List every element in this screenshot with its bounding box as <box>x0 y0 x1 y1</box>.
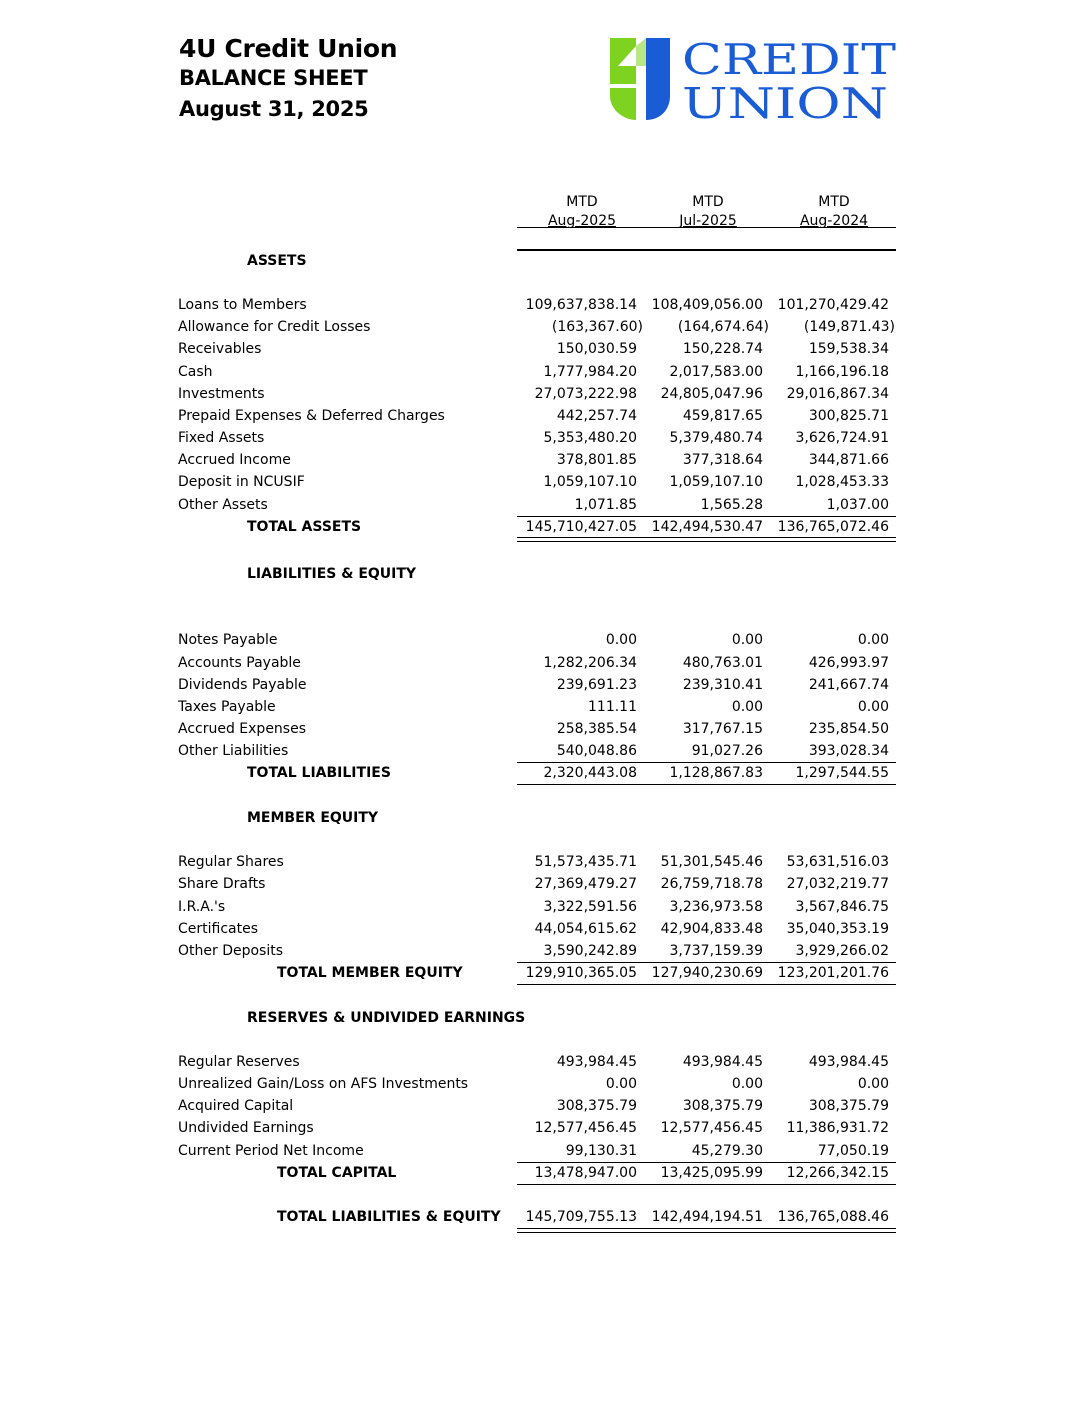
row-value-aug-2024: 241,667.74 <box>808 677 889 693</box>
row-label: Cash <box>178 364 213 380</box>
logo-green-bottom <box>610 88 636 120</box>
row-label: Allowance for Credit Losses <box>178 319 371 335</box>
row-value-aug-2025: 12,577,456.45 <box>534 1120 637 1136</box>
column-header-1-type: MTD <box>566 194 598 210</box>
grand-total-double-rule-1 <box>517 1228 896 1229</box>
member-equity-total-rule-bottom <box>517 984 896 985</box>
row-value-aug-2025: 258,385.54 <box>556 721 637 737</box>
row-value-aug-2025: 3,322,591.56 <box>543 899 637 915</box>
liabilities-total-rule-bottom <box>517 784 896 785</box>
capital-total-rule-bottom <box>517 1184 896 1185</box>
row-value-aug-2024: 3,626,724.91 <box>795 430 889 446</box>
row-value-aug-2024: 493,984.45 <box>808 1054 889 1070</box>
total-value-aug-2024: 136,765,072.46 <box>777 519 889 535</box>
row-label: Loans to Members <box>178 297 307 313</box>
row-value-aug-2025: 3,590,242.89 <box>543 943 637 959</box>
row-label: Other Deposits <box>178 943 284 959</box>
row-value-jul-2025: 239,310.41 <box>682 677 763 693</box>
grand-total-label: TOTAL LIABILITIES & EQUITY <box>277 1209 501 1225</box>
row-value-jul-2025: 3,236,973.58 <box>669 899 763 915</box>
row-value-aug-2025: 540,048.86 <box>556 743 637 759</box>
row-value-aug-2025: 308,375.79 <box>556 1098 637 1114</box>
row-value-aug-2024: 11,386,931.72 <box>786 1120 889 1136</box>
row-value-aug-2025: 111.11 <box>588 699 637 715</box>
row-value-aug-2024: 101,270,429.42 <box>777 297 889 313</box>
row-value-aug-2025: 150,030.59 <box>556 341 637 357</box>
row-value-jul-2025: 317,767.15 <box>682 721 763 737</box>
row-label: Current Period Net Income <box>178 1143 364 1159</box>
row-label: Taxes Payable <box>178 699 276 715</box>
grand-total-double-rule-2 <box>517 1232 896 1233</box>
logo-blue-shape <box>646 38 670 120</box>
row-value-jul-2025: 3,737,159.39 <box>669 943 763 959</box>
org-name: 4U Credit Union <box>179 34 398 63</box>
column-header-3-period: Aug-2024 <box>799 213 869 229</box>
row-value-aug-2024: 29,016,867.34 <box>786 386 889 402</box>
row-value-aug-2025: 99,130.31 <box>565 1143 637 1159</box>
row-label: Fixed Assets <box>178 430 265 446</box>
credit-union-logo <box>606 36 898 124</box>
header-rule-top <box>517 227 896 228</box>
row-value-jul-2025: (164,674.64) <box>677 319 769 335</box>
total-value-aug-2024: 12,266,342.15 <box>786 1165 889 1181</box>
row-value-jul-2025: 42,904,833.48 <box>660 921 763 937</box>
member-equity-total-rule-top <box>517 962 896 963</box>
assets-total-double-rule-1 <box>517 537 896 538</box>
column-header-3-type: MTD <box>818 194 850 210</box>
total-value-jul-2025: 1,128,867.83 <box>669 765 763 781</box>
row-value-aug-2024: 159,538.34 <box>808 341 889 357</box>
row-value-aug-2025: 1,282,206.34 <box>543 655 637 671</box>
section-heading-liabilities-equity: LIABILITIES & EQUITY <box>247 566 417 582</box>
total-value-aug-2025: 2,320,443.08 <box>543 765 637 781</box>
row-label: Prepaid Expenses & Deferred Charges <box>178 408 445 424</box>
row-label: Dividends Payable <box>178 677 307 693</box>
row-label: Acquired Capital <box>178 1098 294 1114</box>
row-value-jul-2025: 45,279.30 <box>691 1143 763 1159</box>
row-value-jul-2025: 0.00 <box>731 699 763 715</box>
row-value-jul-2025: 377,318.64 <box>682 452 763 468</box>
header-rule-bottom <box>517 249 896 251</box>
row-value-jul-2025: 24,805,047.96 <box>660 386 763 402</box>
row-value-jul-2025: 459,817.65 <box>682 408 763 424</box>
row-label: Other Assets <box>178 497 268 513</box>
total-value-jul-2025: 127,940,230.69 <box>651 965 763 981</box>
section-heading-assets: ASSETS <box>247 253 307 269</box>
row-value-aug-2025: 109,637,838.14 <box>525 297 637 313</box>
row-value-jul-2025: 0.00 <box>731 1076 763 1092</box>
row-value-jul-2025: 26,759,718.78 <box>660 876 763 892</box>
row-value-aug-2024: 1,166,196.18 <box>795 364 889 380</box>
row-value-aug-2025: (163,367.60) <box>551 319 643 335</box>
row-value-aug-2024: 1,037.00 <box>826 497 889 513</box>
row-value-aug-2024: 53,631,516.03 <box>786 854 889 870</box>
row-value-aug-2024: 3,929,266.02 <box>795 943 889 959</box>
capital-total-rule-top <box>517 1162 896 1163</box>
row-value-jul-2025: 0.00 <box>731 632 763 648</box>
total-value-aug-2024: 123,201,201.76 <box>777 965 889 981</box>
row-value-aug-2024: 0.00 <box>857 1076 889 1092</box>
row-label: Accrued Expenses <box>178 721 307 737</box>
row-label: Notes Payable <box>178 632 278 648</box>
total-value-aug-2025: 145,710,427.05 <box>525 519 637 535</box>
row-value-aug-2024: 235,854.50 <box>808 721 889 737</box>
total-value-jul-2025: 13,425,095.99 <box>660 1165 763 1181</box>
row-value-aug-2025: 442,257.74 <box>556 408 637 424</box>
row-value-aug-2024: 300,825.71 <box>808 408 889 424</box>
row-value-aug-2024: (149,871.43) <box>803 319 895 335</box>
total-label: TOTAL ASSETS <box>247 519 362 535</box>
row-value-aug-2025: 1,059,107.10 <box>543 474 637 490</box>
row-value-aug-2025: 0.00 <box>605 632 637 648</box>
logo-green-shape <box>610 38 636 84</box>
row-value-jul-2025: 1,565.28 <box>700 497 763 513</box>
document-date: August 31, 2025 <box>179 97 369 121</box>
row-value-aug-2024: 393,028.34 <box>808 743 889 759</box>
row-value-aug-2024: 1,028,453.33 <box>795 474 889 490</box>
total-value-aug-2024: 1,297,544.55 <box>795 765 889 781</box>
row-label: Accrued Income <box>178 452 291 468</box>
row-value-jul-2025: 308,375.79 <box>682 1098 763 1114</box>
row-value-aug-2024: 0.00 <box>857 699 889 715</box>
row-value-aug-2025: 1,071.85 <box>574 497 637 513</box>
row-value-aug-2025: 1,777,984.20 <box>543 364 637 380</box>
row-value-aug-2025: 0.00 <box>605 1076 637 1092</box>
logo-word-union: UNION <box>682 79 888 124</box>
row-value-jul-2025: 108,409,056.00 <box>651 297 763 313</box>
row-value-aug-2024: 35,040,353.19 <box>786 921 889 937</box>
row-value-aug-2024: 27,032,219.77 <box>786 876 889 892</box>
row-label: Share Drafts <box>178 876 266 892</box>
column-header-2-period: Jul-2025 <box>679 213 737 229</box>
row-value-aug-2025: 44,054,615.62 <box>534 921 637 937</box>
row-label: Deposit in NCUSIF <box>178 474 305 490</box>
row-label: Regular Reserves <box>178 1054 300 1070</box>
row-value-aug-2025: 5,353,480.20 <box>543 430 637 446</box>
row-value-jul-2025: 12,577,456.45 <box>660 1120 763 1136</box>
row-value-jul-2025: 5,379,480.74 <box>669 430 763 446</box>
row-value-aug-2025: 493,984.45 <box>556 1054 637 1070</box>
grand-total-value-aug-2025: 145,709,755.13 <box>525 1209 637 1225</box>
document-title: BALANCE SHEET <box>179 66 368 90</box>
grand-total-value-aug-2024: 136,765,088.46 <box>777 1209 889 1225</box>
row-value-jul-2025: 91,027.26 <box>691 743 763 759</box>
row-value-aug-2025: 378,801.85 <box>556 452 637 468</box>
row-value-jul-2025: 51,301,545.46 <box>660 854 763 870</box>
row-value-aug-2025: 27,369,479.27 <box>534 876 637 892</box>
row-label: I.R.A.'s <box>178 899 226 915</box>
row-label: Unrealized Gain/Loss on AFS Investments <box>178 1076 469 1092</box>
row-value-jul-2025: 150,228.74 <box>682 341 763 357</box>
row-value-aug-2024: 0.00 <box>857 632 889 648</box>
row-value-aug-2025: 239,691.23 <box>556 677 637 693</box>
row-value-aug-2024: 426,993.97 <box>808 655 889 671</box>
total-label: TOTAL LIABILITIES <box>247 765 391 781</box>
section-heading-member-equity: MEMBER EQUITY <box>247 810 379 826</box>
row-label: Other Liabilities <box>178 743 289 759</box>
total-value-aug-2025: 129,910,365.05 <box>525 965 637 981</box>
section-heading-reserves: RESERVES & UNDIVIDED EARNINGS <box>247 1010 526 1026</box>
row-label: Undivided Earnings <box>178 1120 314 1136</box>
row-value-aug-2024: 3,567,846.75 <box>795 899 889 915</box>
logo-word-credit: CREDIT <box>682 36 896 84</box>
assets-total-double-rule-2 <box>517 541 896 542</box>
row-label: Investments <box>178 386 265 402</box>
row-label: Receivables <box>178 341 262 357</box>
total-label: TOTAL CAPITAL <box>277 1165 397 1181</box>
row-value-jul-2025: 493,984.45 <box>682 1054 763 1070</box>
row-label: Certificates <box>178 921 259 937</box>
row-value-jul-2025: 1,059,107.10 <box>669 474 763 490</box>
row-value-aug-2024: 77,050.19 <box>817 1143 889 1159</box>
row-value-aug-2024: 344,871.66 <box>808 452 889 468</box>
liabilities-total-rule-top <box>517 762 896 763</box>
row-label: Regular Shares <box>178 854 284 870</box>
total-value-aug-2025: 13,478,947.00 <box>534 1165 637 1181</box>
assets-total-rule-top <box>517 516 896 517</box>
row-value-aug-2025: 51,573,435.71 <box>534 854 637 870</box>
row-value-jul-2025: 480,763.01 <box>682 655 763 671</box>
row-value-aug-2024: 308,375.79 <box>808 1098 889 1114</box>
row-label: Accounts Payable <box>178 655 301 671</box>
total-label: TOTAL MEMBER EQUITY <box>277 965 463 981</box>
row-value-jul-2025: 2,017,583.00 <box>669 364 763 380</box>
column-header-2-type: MTD <box>692 194 724 210</box>
grand-total-value-jul-2025: 142,494,194.51 <box>651 1209 763 1225</box>
total-value-jul-2025: 142,494,530.47 <box>651 519 763 535</box>
column-header-1-period: Aug-2025 <box>547 213 617 229</box>
row-value-aug-2025: 27,073,222.98 <box>534 386 637 402</box>
